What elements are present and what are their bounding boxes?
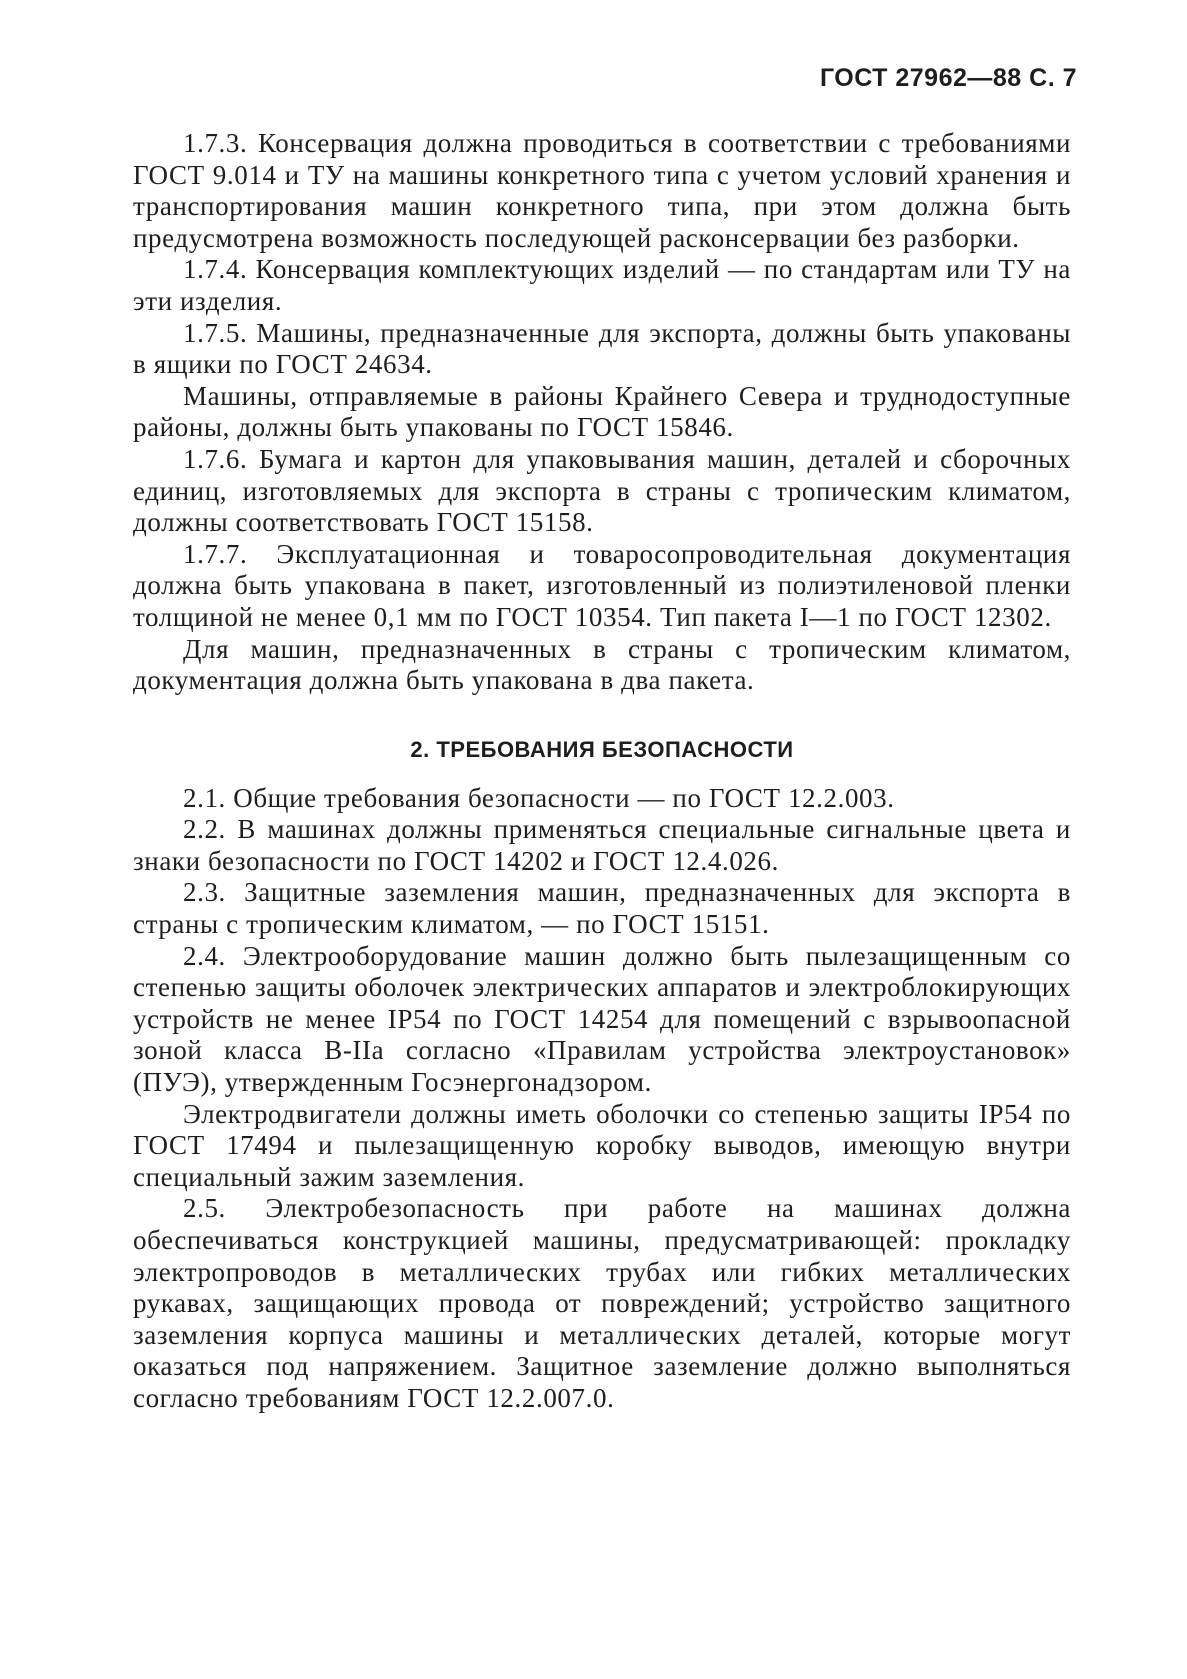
paragraph-2-3: 2.3. Защитные заземления машин, предназначенных для экспорта в страны с тропическим климатом, — по ГОСТ 15151. [133, 877, 1071, 940]
page-header: ГОСТ 27962—88 С. 7 [819, 64, 1077, 92]
document-body [133, 128, 1071, 1415]
section-heading-safety: 2. ТРЕБОВАНИЯ БЕЗОПАСНОСТИ [410, 736, 794, 762]
paragraph-1-7-7: 1.7.7. Эксплуатационная и товаросопроводительная документация должна быть упакована в пакет, изготовленный из полиэтиленовой пленки толщиной не менее 0,1 мм по ГОСТ 10354. Тип пакета I—1 по ГОСТ 12302. [133, 538, 1071, 632]
paragraph-tropical-docs: Для машин, предназначенных в страны с тропическим климатом, документация должна быть упакована в два пакета. [133, 633, 1071, 696]
paragraph-motors: Электродвигатели должны иметь оболочки со степенью защиты IP54 по ГОСТ 17494 и пылезащищенную коробку выводов, имеющую внутри специальный зажим заземления. [133, 1098, 1071, 1192]
paragraph-2-4: 2.4. Электрооборудование машин должно быть пылезащищенным со степенью защиты оболочек электрических аппаратов и электроблокирующих устройств не менее IP54 по ГОСТ 14254 для помещений с взрывоопасной зоной класса В-IIа согласно «Правилам устройства электроустановок» (ПУЭ), утвержденным Госэнергонадзором. [133, 940, 1071, 1098]
paragraph-1-7-6: 1.7.6. Бумага и картон для упаковывания машин, деталей и сборочных единиц, изготовляемых для экспорта в страны с тропическим климатом, должны соответствовать ГОСТ 15158. [133, 443, 1071, 538]
paragraph-2-5: 2.5. Электробезопасность при работе на машинах должна обеспечиваться конструкцией машины, предусматривающей: прокладку электропроводов в металлических трубах или гибких металлических рукавах, защищающих провода от повреждений; устройство защитного заземления корпуса машины и металлических деталей, которые могут оказаться под напряжением. Защитное заземление должно выполняться согласно требованиям ГОСТ 12.2.007.0. [133, 1193, 1071, 1413]
paragraph-2-1: 2.1. Общие требования безопасности — по ГОСТ 12.2.003. [183, 782, 895, 813]
paragraph-far-north: Машины, отправляемые в районы Крайнего Севера и труднодоступные районы, должны быть упакованы по ГОСТ 15846. [133, 380, 1071, 443]
paragraph-1-7-3: 1.7.3. Консервация должна проводиться в соответствии с требованиями ГОСТ 9.014 и ТУ на машины конкретного типа с учетом условий хранения и транспортирования машин конкретного типа, при этом должна быть предусмотрена возможность последующей расконсервации без разборки. [133, 128, 1071, 253]
paragraph-1-7-5: 1.7.5. Машины, предназначенные для экспорта, должны быть упакованы в ящики по ГОСТ 24634. [133, 317, 1071, 380]
paragraph-2-2: 2.2. В машинах должны применяться специальные сигнальные цвета и знаки безопасности по ГОСТ 14202 и ГОСТ 12.4.026. [133, 814, 1071, 876]
paragraph-1-7-4: 1.7.4. Консервация комплектующих изделий — по стандартам или ТУ на эти изделия. [133, 254, 1071, 316]
